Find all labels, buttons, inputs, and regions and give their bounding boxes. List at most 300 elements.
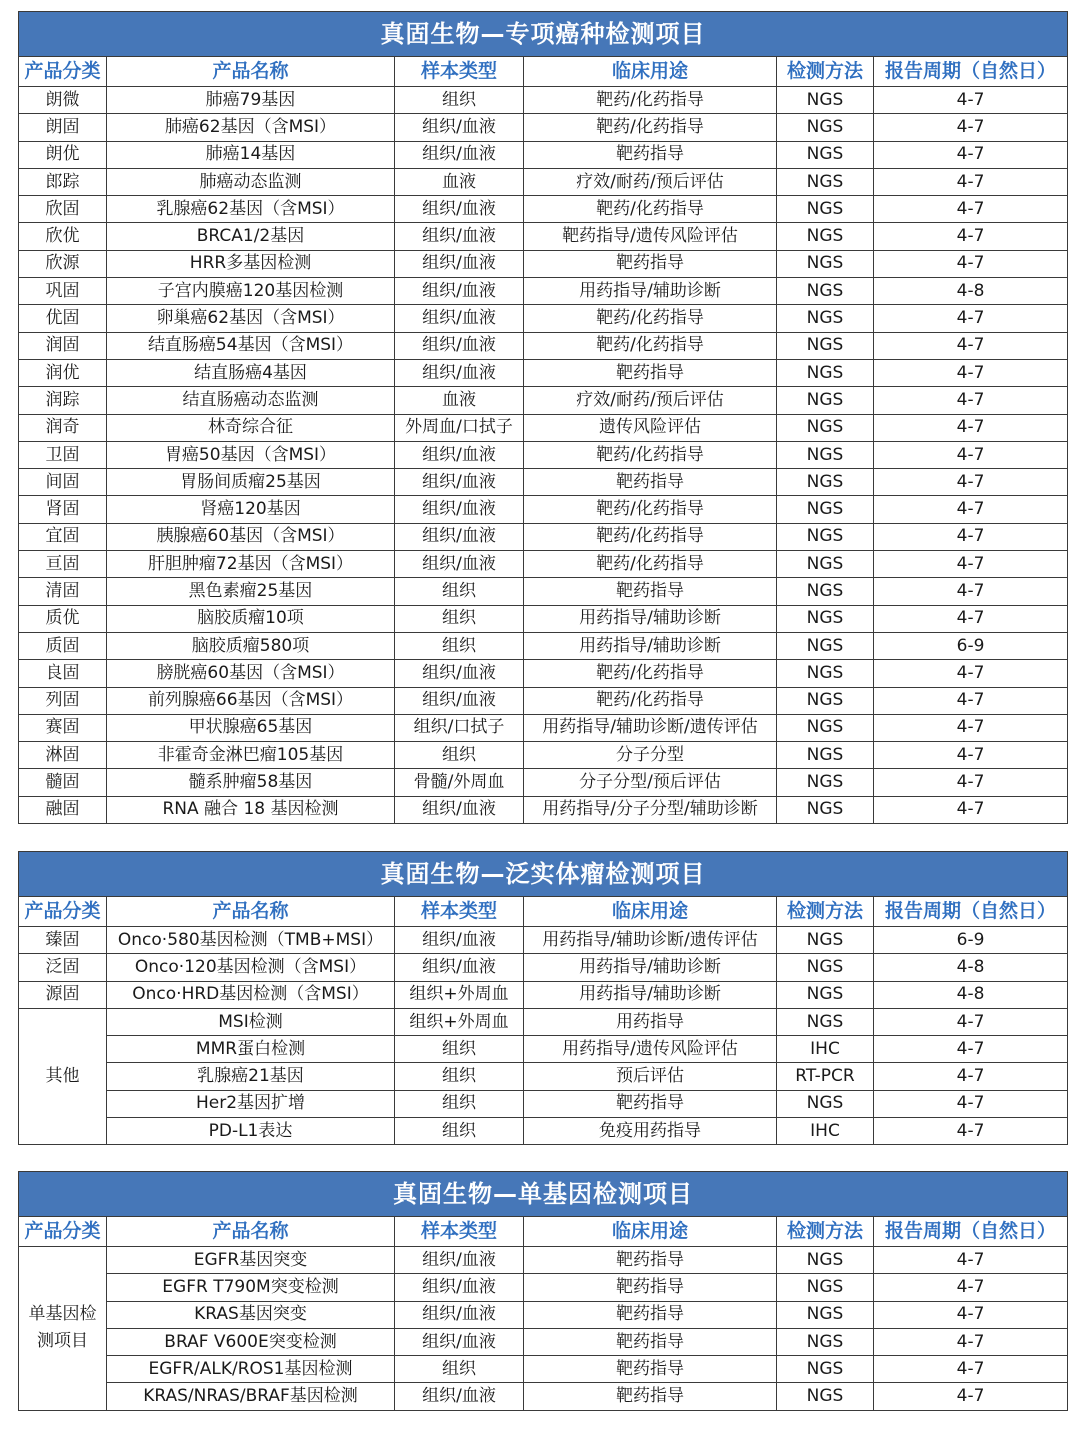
column-header: 样本类型	[395, 897, 524, 927]
clinical-use: 用药指导/辅助诊断	[524, 632, 777, 659]
product-category: 润奇	[19, 414, 107, 441]
table-row	[19, 551, 1068, 578]
sample-type: 组织/血液	[395, 196, 524, 223]
sample-type: 组织/血液	[395, 441, 524, 468]
product-category: 其他	[19, 1008, 107, 1144]
clinical-use: 靶药指导/遗传风险评估	[524, 223, 777, 250]
table-row	[19, 981, 1068, 1008]
product-category: 巩固	[19, 278, 107, 305]
test-method: IHC	[777, 1118, 874, 1145]
column-header: 报告周期（自然日）	[874, 897, 1068, 927]
product-category: 髓固	[19, 769, 107, 796]
table-row	[19, 1008, 1068, 1035]
sample-type: 组织/血液	[395, 223, 524, 250]
column-header: 产品名称	[107, 897, 395, 927]
clinical-use: 分子分型/预后评估	[524, 769, 777, 796]
sample-type: 组织/血液	[395, 332, 524, 359]
product-name: MMR蛋白检测	[107, 1036, 395, 1063]
product-name: 胃癌50基因（含MSI）	[107, 441, 395, 468]
product-category: 朗微	[19, 87, 107, 114]
clinical-use: 用药指导/辅助诊断/遗传评估	[524, 714, 777, 741]
report-cycle: 4-7	[874, 87, 1068, 114]
column-header: 临床用途	[524, 897, 777, 927]
table-row	[19, 87, 1068, 114]
product-category: 宜固	[19, 523, 107, 550]
product-name: BRCA1/2基因	[107, 223, 395, 250]
product-category: 润固	[19, 332, 107, 359]
report-cycle: 4-7	[874, 141, 1068, 168]
clinical-use: 靶药指导	[524, 469, 777, 496]
report-cycle: 4-7	[874, 250, 1068, 277]
product-category: 间固	[19, 469, 107, 496]
product-category: 泛固	[19, 954, 107, 981]
product-category: 良固	[19, 660, 107, 687]
report-cycle: 4-7	[874, 223, 1068, 250]
product-name: 非霍奇金淋巴瘤105基因	[107, 742, 395, 769]
product-name: EGFR T790M突变检测	[107, 1274, 395, 1301]
clinical-use: 靶药指导	[524, 578, 777, 605]
report-cycle: 4-8	[874, 954, 1068, 981]
test-method: NGS	[777, 1274, 874, 1301]
clinical-use: 疗效/耐药/预后评估	[524, 168, 777, 195]
clinical-use: 用药指导/辅助诊断	[524, 981, 777, 1008]
column-header: 产品名称	[107, 57, 395, 87]
product-name: Onco·HRD基因检测（含MSI）	[107, 981, 395, 1008]
clinical-use: 靶药指导	[524, 1274, 777, 1301]
report-cycle: 4-7	[874, 1247, 1068, 1274]
sample-type: 血液	[395, 387, 524, 414]
sample-type: 组织/血液	[395, 1328, 524, 1355]
pan-solid-tumor-table	[18, 851, 1068, 1145]
test-method: NGS	[777, 1328, 874, 1355]
table-row	[19, 687, 1068, 714]
product-name: Onco·580基因检测（TMB+MSI）	[107, 927, 395, 954]
product-name: 前列腺癌66基因（含MSI）	[107, 687, 395, 714]
product-category: 质优	[19, 605, 107, 632]
test-method: NGS	[777, 1356, 874, 1383]
test-method: NGS	[777, 441, 874, 468]
product-name: 肝胆肿瘤72基因（含MSI）	[107, 551, 395, 578]
sample-type: 组织/血液	[395, 278, 524, 305]
table-row	[19, 305, 1068, 332]
product-name: 肺癌14基因	[107, 141, 395, 168]
product-name: HRR多基因检测	[107, 250, 395, 277]
column-header: 样本类型	[395, 1217, 524, 1247]
column-header: 样本类型	[395, 57, 524, 87]
sample-type: 组织	[395, 1356, 524, 1383]
clinical-use: 靶药/化药指导	[524, 523, 777, 550]
report-cycle: 4-7	[874, 1036, 1068, 1063]
clinical-use: 用药指导/辅助诊断	[524, 954, 777, 981]
report-cycle: 6-9	[874, 632, 1068, 659]
product-name: 肺癌62基因（含MSI）	[107, 114, 395, 141]
sample-type: 组织/血液	[395, 796, 524, 823]
sample-type: 组织/血液	[395, 1383, 524, 1410]
report-cycle: 4-7	[874, 796, 1068, 823]
special-cancer-table	[18, 11, 1068, 824]
table-row	[19, 1063, 1068, 1090]
test-method: NGS	[777, 660, 874, 687]
product-category: 单基因检测项目	[19, 1247, 107, 1411]
sample-type: 组织	[395, 632, 524, 659]
test-method: NGS	[777, 359, 874, 386]
product-name: 卵巢癌62基因（含MSI）	[107, 305, 395, 332]
table-row	[19, 1118, 1068, 1145]
test-method: NGS	[777, 796, 874, 823]
report-cycle: 4-7	[874, 332, 1068, 359]
report-cycle: 4-7	[874, 496, 1068, 523]
clinical-use: 靶药/化药指导	[524, 441, 777, 468]
table-row	[19, 1301, 1068, 1328]
product-name: 结直肠癌54基因（含MSI）	[107, 332, 395, 359]
single-gene-table	[18, 1171, 1068, 1411]
table-title: 真固生物—单基因检测项目	[19, 1172, 1068, 1217]
product-name: 子宫内膜癌120基因检测	[107, 278, 395, 305]
clinical-use: 靶药/化药指导	[524, 87, 777, 114]
product-name: RNA 融合 18 基因检测	[107, 796, 395, 823]
test-method: NGS	[777, 469, 874, 496]
clinical-use: 靶药指导	[524, 1356, 777, 1383]
product-category: 欣固	[19, 196, 107, 223]
product-category: 肾固	[19, 496, 107, 523]
test-method: NGS	[777, 578, 874, 605]
sample-type: 组织/血液	[395, 523, 524, 550]
report-cycle: 4-7	[874, 523, 1068, 550]
report-cycle: 4-7	[874, 168, 1068, 195]
clinical-use: 靶药/化药指导	[524, 660, 777, 687]
test-method: NGS	[777, 114, 874, 141]
report-cycle: 4-7	[874, 660, 1068, 687]
table-title: 真固生物—泛实体瘤检测项目	[19, 852, 1068, 897]
test-method: NGS	[777, 387, 874, 414]
table-row	[19, 387, 1068, 414]
clinical-use: 靶药指导	[524, 1090, 777, 1117]
product-name: 肾癌120基因	[107, 496, 395, 523]
table-row	[19, 1090, 1068, 1117]
test-method: NGS	[777, 1008, 874, 1035]
sample-type: 组织/血液	[395, 687, 524, 714]
table-row	[19, 578, 1068, 605]
test-method: NGS	[777, 632, 874, 659]
sample-type: 组织	[395, 578, 524, 605]
sample-type: 组织/血液	[395, 141, 524, 168]
clinical-use: 预后评估	[524, 1063, 777, 1090]
clinical-use: 靶药/化药指导	[524, 496, 777, 523]
sample-type: 组织/血液	[395, 1274, 524, 1301]
test-method: NGS	[777, 742, 874, 769]
product-name: MSI检测	[107, 1008, 395, 1035]
clinical-use: 靶药指导	[524, 1301, 777, 1328]
sample-type: 组织/血液	[395, 250, 524, 277]
table-row	[19, 714, 1068, 741]
table-row	[19, 1274, 1068, 1301]
clinical-use: 用药指导/遗传风险评估	[524, 1036, 777, 1063]
report-cycle: 4-7	[874, 578, 1068, 605]
report-cycle: 4-7	[874, 1008, 1068, 1035]
report-cycle: 4-7	[874, 387, 1068, 414]
product-category: 欣优	[19, 223, 107, 250]
product-name: PD-L1表达	[107, 1118, 395, 1145]
table-row	[19, 523, 1068, 550]
sample-type: 组织/血液	[395, 1247, 524, 1274]
clinical-use: 靶药/化药指导	[524, 687, 777, 714]
report-cycle: 4-7	[874, 1274, 1068, 1301]
product-category: 列固	[19, 687, 107, 714]
test-method: NGS	[777, 1301, 874, 1328]
product-name: BRAF V600E突变检测	[107, 1328, 395, 1355]
column-header: 检测方法	[777, 57, 874, 87]
clinical-use: 用药指导/辅助诊断	[524, 605, 777, 632]
test-method: NGS	[777, 414, 874, 441]
product-name: 乳腺癌21基因	[107, 1063, 395, 1090]
clinical-use: 用药指导/辅助诊断/遗传评估	[524, 927, 777, 954]
column-header: 报告周期（自然日）	[874, 57, 1068, 87]
report-cycle: 4-8	[874, 981, 1068, 1008]
table-row	[19, 414, 1068, 441]
product-category: 润优	[19, 359, 107, 386]
report-cycle: 4-7	[874, 1063, 1068, 1090]
sample-type: 组织/血液	[395, 359, 524, 386]
product-name: 肺癌79基因	[107, 87, 395, 114]
table-row	[19, 359, 1068, 386]
test-method: NGS	[777, 87, 874, 114]
clinical-use: 靶药/化药指导	[524, 196, 777, 223]
table-row	[19, 469, 1068, 496]
report-cycle: 4-7	[874, 441, 1068, 468]
column-header: 产品分类	[19, 57, 107, 87]
table-header-row	[19, 897, 1068, 927]
test-method: NGS	[777, 551, 874, 578]
sample-type: 组织+外周血	[395, 981, 524, 1008]
clinical-use: 靶药指导	[524, 141, 777, 168]
sample-type: 组织	[395, 1118, 524, 1145]
product-category: 朗固	[19, 114, 107, 141]
table-row	[19, 223, 1068, 250]
test-method: NGS	[777, 168, 874, 195]
column-header: 临床用途	[524, 57, 777, 87]
sample-type: 组织/血液	[395, 954, 524, 981]
table-row	[19, 1356, 1068, 1383]
clinical-use: 用药指导	[524, 1008, 777, 1035]
sample-type: 组织/口拭子	[395, 714, 524, 741]
sample-type: 组织/血液	[395, 305, 524, 332]
product-name: 胰腺癌60基因（含MSI）	[107, 523, 395, 550]
product-name: 肺癌动态监测	[107, 168, 395, 195]
sample-type: 骨髓/外周血	[395, 769, 524, 796]
sample-type: 血液	[395, 168, 524, 195]
test-method: NGS	[777, 1383, 874, 1410]
product-name: EGFR/ALK/ROS1基因检测	[107, 1356, 395, 1383]
table-row	[19, 250, 1068, 277]
report-cycle: 4-7	[874, 114, 1068, 141]
table-row	[19, 114, 1068, 141]
test-method: NGS	[777, 523, 874, 550]
report-cycle: 4-7	[874, 714, 1068, 741]
column-header: 检测方法	[777, 897, 874, 927]
report-cycle: 4-7	[874, 305, 1068, 332]
sample-type: 组织	[395, 87, 524, 114]
product-category: 优固	[19, 305, 107, 332]
test-method: NGS	[777, 687, 874, 714]
report-cycle: 4-7	[874, 551, 1068, 578]
test-method: NGS	[777, 496, 874, 523]
product-category: 臻固	[19, 927, 107, 954]
report-cycle: 4-7	[874, 605, 1068, 632]
product-name: 髓系肿瘤58基因	[107, 769, 395, 796]
test-method: NGS	[777, 250, 874, 277]
clinical-use: 靶药指导	[524, 250, 777, 277]
test-method: NGS	[777, 1247, 874, 1274]
product-name: 乳腺癌62基因（含MSI）	[107, 196, 395, 223]
report-cycle: 4-7	[874, 1356, 1068, 1383]
product-name: 甲状腺癌65基因	[107, 714, 395, 741]
clinical-use: 遗传风险评估	[524, 414, 777, 441]
product-name: 脑胶质瘤10项	[107, 605, 395, 632]
product-category: 卫固	[19, 441, 107, 468]
report-cycle: 4-7	[874, 742, 1068, 769]
product-category: 赛固	[19, 714, 107, 741]
product-category: 欣源	[19, 250, 107, 277]
column-header: 临床用途	[524, 1217, 777, 1247]
product-name: EGFR基因突变	[107, 1247, 395, 1274]
test-method: NGS	[777, 954, 874, 981]
sample-type: 组织/血液	[395, 551, 524, 578]
column-header: 产品名称	[107, 1217, 395, 1247]
product-category: 淋固	[19, 742, 107, 769]
product-name: Onco·120基因检测（含MSI）	[107, 954, 395, 981]
product-category: 质固	[19, 632, 107, 659]
report-cycle: 4-7	[874, 769, 1068, 796]
table-row	[19, 927, 1068, 954]
table-row	[19, 1247, 1068, 1274]
clinical-use: 靶药/化药指导	[524, 305, 777, 332]
test-method: NGS	[777, 196, 874, 223]
product-name: 膀胱癌60基因（含MSI）	[107, 660, 395, 687]
test-method: NGS	[777, 605, 874, 632]
test-method: NGS	[777, 769, 874, 796]
report-cycle: 4-7	[874, 196, 1068, 223]
product-name: KRAS/NRAS/BRAF基因检测	[107, 1383, 395, 1410]
report-cycle: 4-7	[874, 359, 1068, 386]
product-category: 朗优	[19, 141, 107, 168]
sample-type: 组织	[395, 1063, 524, 1090]
product-category: 融固	[19, 796, 107, 823]
test-method: NGS	[777, 1090, 874, 1117]
table-row	[19, 168, 1068, 195]
table-row	[19, 605, 1068, 632]
test-method: NGS	[777, 927, 874, 954]
table-row	[19, 196, 1068, 223]
table-title: 真固生物—专项癌种检测项目	[19, 12, 1068, 57]
product-name: 结直肠癌4基因	[107, 359, 395, 386]
table-row	[19, 1036, 1068, 1063]
product-name: 脑胶质瘤580项	[107, 632, 395, 659]
clinical-use: 用药指导/分子分型/辅助诊断	[524, 796, 777, 823]
table-row	[19, 796, 1068, 823]
test-method: NGS	[777, 332, 874, 359]
product-category: 亘固	[19, 551, 107, 578]
product-category: 清固	[19, 578, 107, 605]
sample-type: 外周血/口拭子	[395, 414, 524, 441]
clinical-use: 靶药指导	[524, 1247, 777, 1274]
sample-type: 组织	[395, 1090, 524, 1117]
clinical-use: 靶药/化药指导	[524, 551, 777, 578]
clinical-use: 靶药指导	[524, 1328, 777, 1355]
product-name: 胃肠间质瘤25基因	[107, 469, 395, 496]
column-header: 产品分类	[19, 897, 107, 927]
sample-type: 组织/血液	[395, 469, 524, 496]
test-method: NGS	[777, 278, 874, 305]
clinical-use: 靶药/化药指导	[524, 332, 777, 359]
report-cycle: 4-7	[874, 1118, 1068, 1145]
report-cycle: 4-7	[874, 687, 1068, 714]
column-header: 检测方法	[777, 1217, 874, 1247]
sample-type: 组织	[395, 1036, 524, 1063]
report-cycle: 6-9	[874, 927, 1068, 954]
table-row	[19, 441, 1068, 468]
report-cycle: 4-7	[874, 414, 1068, 441]
clinical-use: 靶药指导	[524, 359, 777, 386]
sample-type: 组织/血液	[395, 927, 524, 954]
table-row	[19, 332, 1068, 359]
column-header: 产品分类	[19, 1217, 107, 1247]
report-cycle: 4-7	[874, 469, 1068, 496]
clinical-use: 疗效/耐药/预后评估	[524, 387, 777, 414]
product-name: 林奇综合征	[107, 414, 395, 441]
sample-type: 组织/血液	[395, 660, 524, 687]
clinical-use: 分子分型	[524, 742, 777, 769]
clinical-use: 用药指导/辅助诊断	[524, 278, 777, 305]
sample-type: 组织+外周血	[395, 1008, 524, 1035]
table-header-row	[19, 1217, 1068, 1247]
sample-type: 组织/血液	[395, 114, 524, 141]
table-row	[19, 632, 1068, 659]
report-cycle: 4-7	[874, 1328, 1068, 1355]
table-row	[19, 1328, 1068, 1355]
table-row	[19, 742, 1068, 769]
product-name: KRAS基因突变	[107, 1301, 395, 1328]
product-category: 郎踪	[19, 168, 107, 195]
clinical-use: 靶药/化药指导	[524, 114, 777, 141]
sample-type: 组织/血液	[395, 1301, 524, 1328]
test-method: NGS	[777, 305, 874, 332]
report-cycle: 4-7	[874, 1301, 1068, 1328]
table-row	[19, 1383, 1068, 1410]
product-name: Her2基因扩增	[107, 1090, 395, 1117]
test-method: RT-PCR	[777, 1063, 874, 1090]
product-category: 润踪	[19, 387, 107, 414]
sample-type: 组织/血液	[395, 496, 524, 523]
test-method: NGS	[777, 981, 874, 1008]
table-row	[19, 954, 1068, 981]
column-header: 报告周期（自然日）	[874, 1217, 1068, 1247]
clinical-use: 免疫用药指导	[524, 1118, 777, 1145]
test-method: NGS	[777, 223, 874, 250]
sample-type: 组织	[395, 605, 524, 632]
report-cycle: 4-7	[874, 1090, 1068, 1117]
report-cycle: 4-7	[874, 1383, 1068, 1410]
table-row	[19, 660, 1068, 687]
table-header-row	[19, 57, 1068, 87]
product-name: 结直肠癌动态监测	[107, 387, 395, 414]
table-row	[19, 769, 1068, 796]
test-method: NGS	[777, 714, 874, 741]
table-row	[19, 141, 1068, 168]
product-category: 源固	[19, 981, 107, 1008]
table-row	[19, 278, 1068, 305]
report-cycle: 4-8	[874, 278, 1068, 305]
test-method: IHC	[777, 1036, 874, 1063]
